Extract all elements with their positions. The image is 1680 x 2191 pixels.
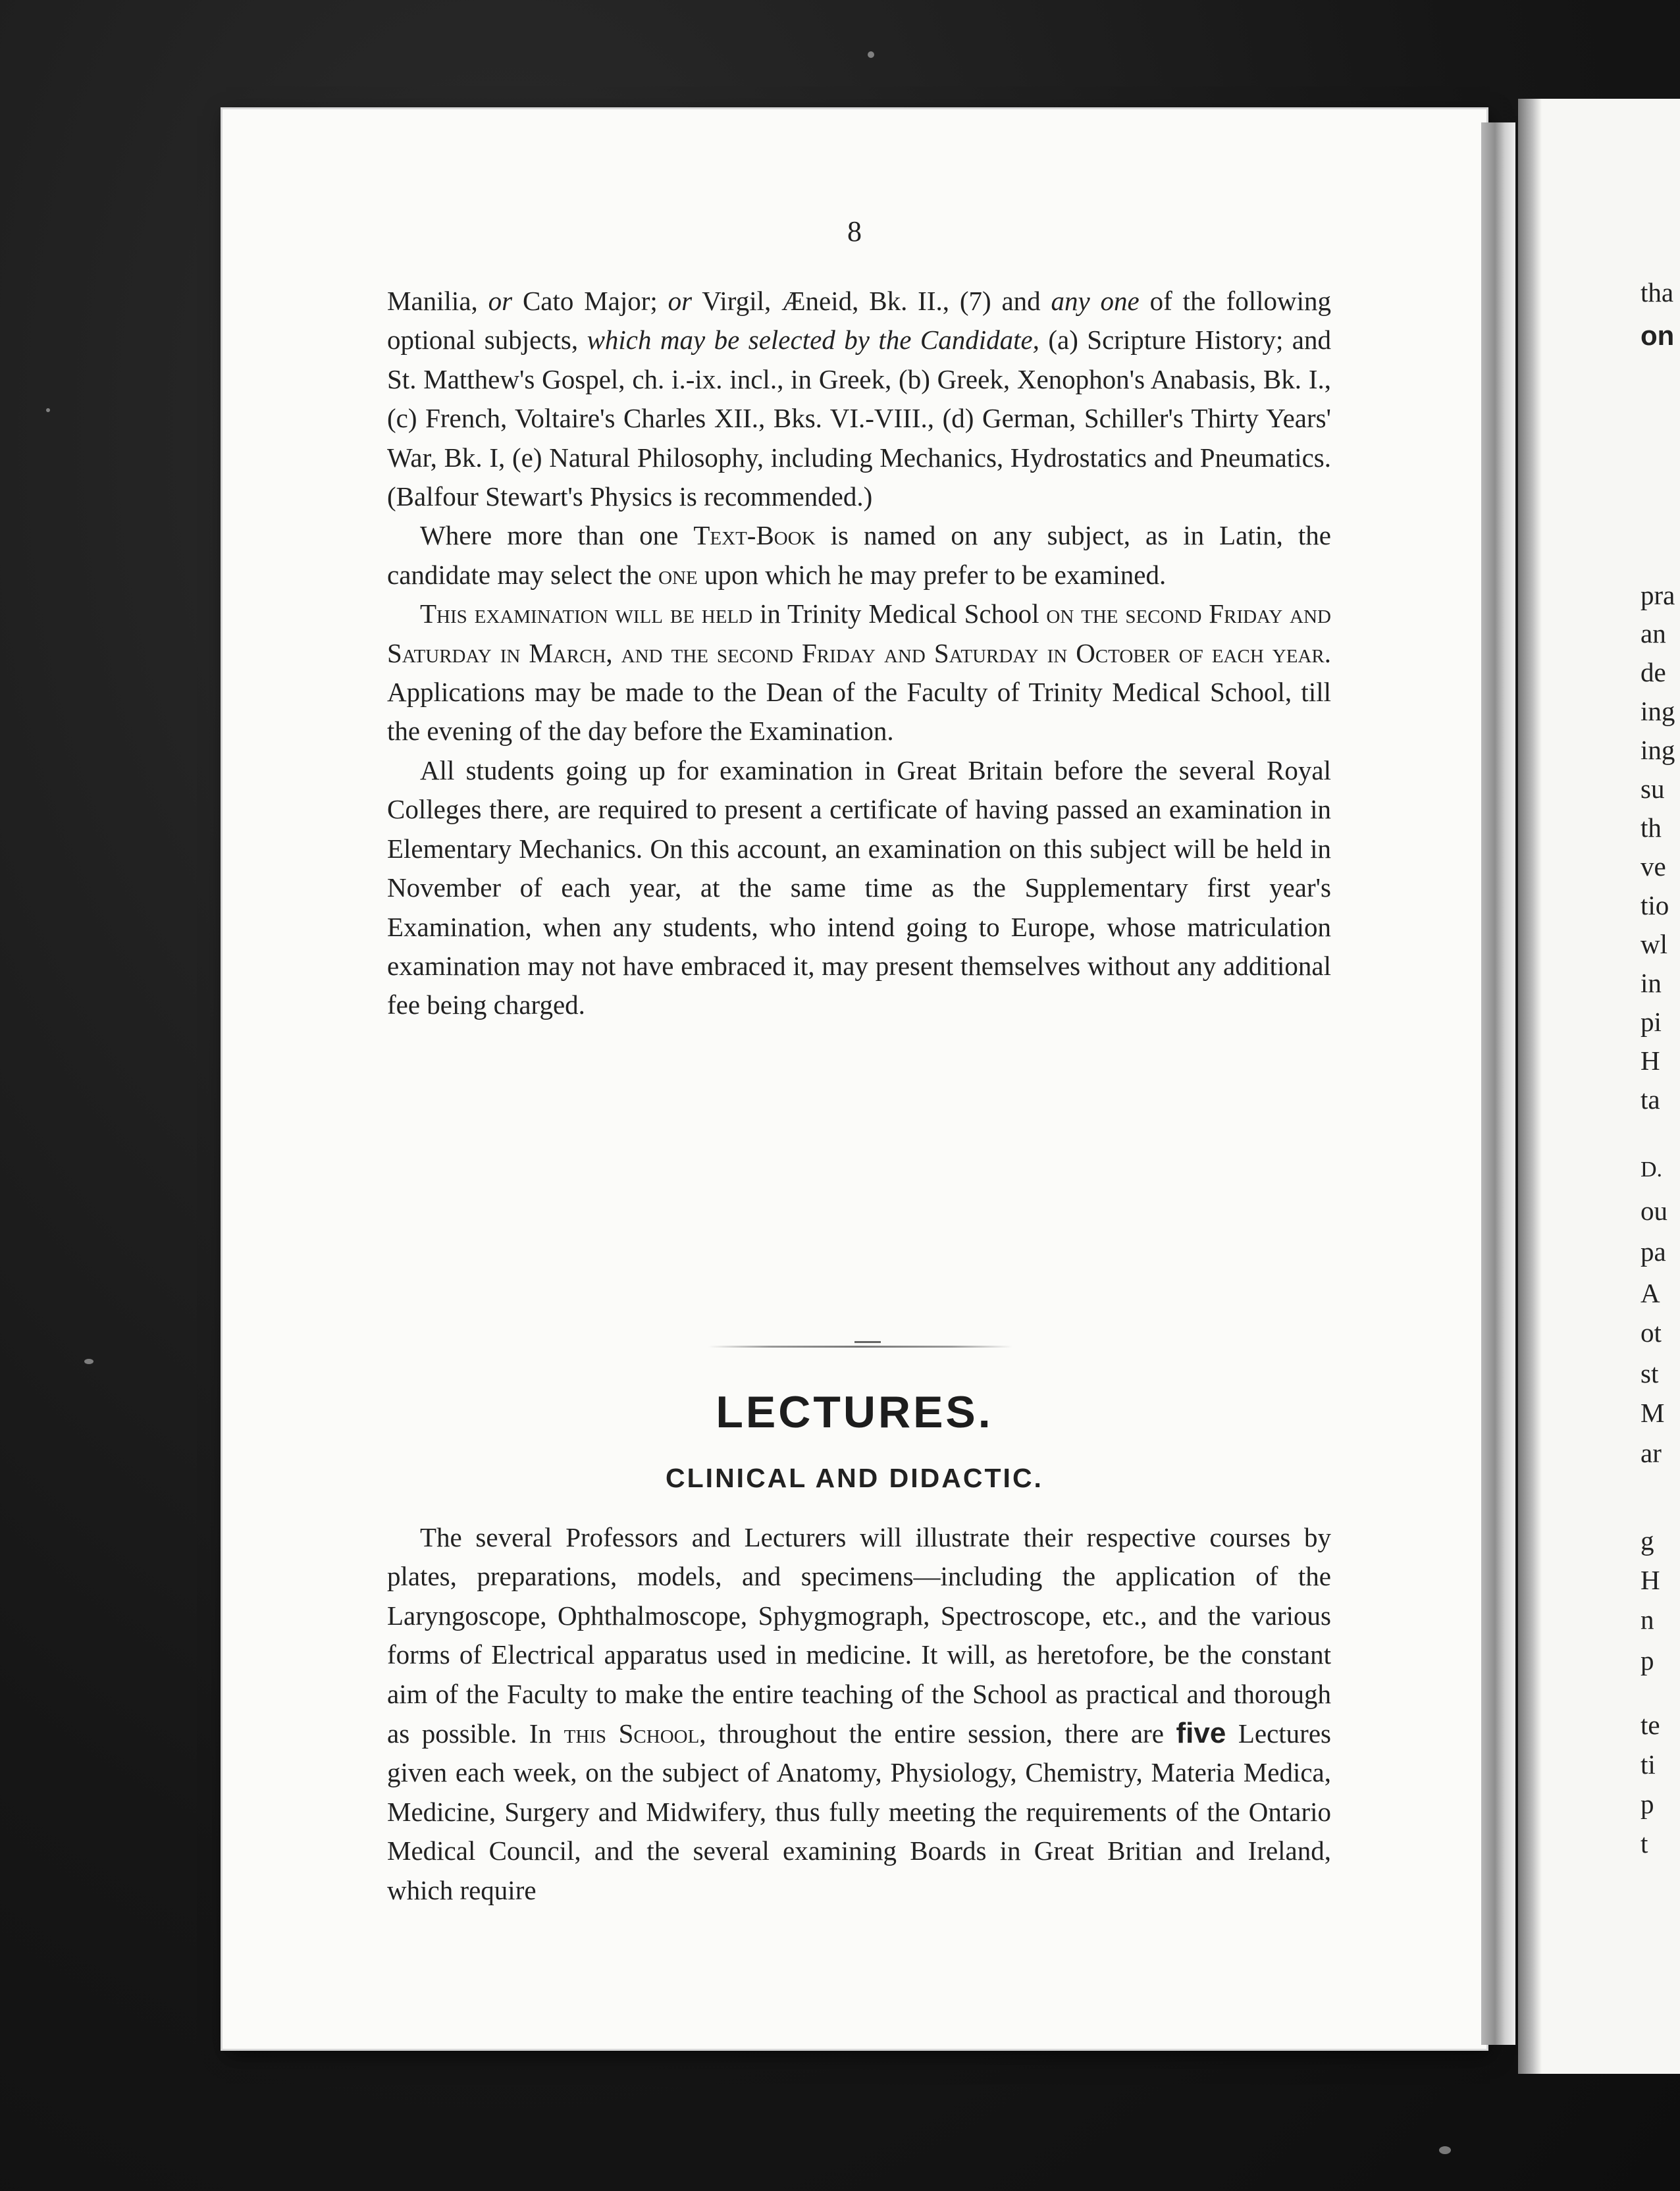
facing-page-fragment: tha: [1641, 277, 1674, 307]
text-run: Manilia,: [387, 286, 488, 316]
text-run-small-caps: Text-Book: [693, 520, 816, 551]
facing-page-fragment: H: [1641, 1565, 1660, 1595]
dust-speck: [868, 51, 874, 58]
section-subheading: CLINICAL AND DIDACTIC.: [666, 1463, 1043, 1493]
facing-page-fragment: an: [1641, 618, 1666, 648]
text-run: Lectures given each week, on the subject of Anatomy, Physiology, Chemistry, Materia Medica, Medicine, Surgery and Midwifery, thus fully meeting the requirements of the Ontario Medical Council, and the several examining Boards in Great Britian and Ireland, which require: [387, 1718, 1331, 1905]
facing-page-fragment: ing: [1641, 696, 1675, 726]
facing-page-fragment: th: [1641, 812, 1662, 843]
text-run-small-caps: This examination will be held: [420, 598, 753, 629]
facing-page-fragment: p: [1641, 1789, 1654, 1819]
facing-page-fragment: te: [1641, 1710, 1660, 1740]
facing-page-fragment: pi: [1641, 1007, 1662, 1037]
paragraph-examination-dates: [387, 594, 1331, 751]
facing-page-fragment: on: [1641, 320, 1675, 351]
facing-page-fragment: n: [1641, 1604, 1654, 1635]
text-run: throughout the entire session, there are: [706, 1718, 1176, 1749]
text-run: of the following optional subjects,: [387, 286, 1331, 356]
facing-page-fragment: ti: [1641, 1749, 1656, 1780]
facing-page-fragment: ot: [1641, 1317, 1662, 1348]
facing-page-fragment: A: [1641, 1278, 1660, 1308]
facing-page-fragment: ar: [1641, 1438, 1662, 1468]
facing-page-fragment: pa: [1641, 1236, 1666, 1267]
facing-page-fragment: p: [1641, 1645, 1654, 1676]
dust-speck: [84, 1359, 93, 1364]
text-run-italic: any one: [1051, 286, 1140, 316]
text-run: Applications may be made to the Dean of the Faculty of Trinity Medical School, till the evening of the day before the Examination.: [387, 677, 1331, 747]
text-run-italic: or: [668, 286, 693, 316]
facing-page-fragment: de: [1641, 657, 1666, 687]
facing-page-fragment: ta: [1641, 1084, 1660, 1115]
dust-speck: [46, 408, 50, 412]
facing-page-fragment: H: [1641, 1045, 1660, 1076]
facing-page-fragment: M: [1641, 1398, 1665, 1428]
text-run: Virgil, Æneid, Bk. II., (7) and: [692, 286, 1051, 316]
page-number: 8: [847, 215, 862, 248]
section-heading: LECTURES.: [716, 1387, 993, 1437]
examination-text: [387, 282, 1331, 1025]
text-run-bold: five: [1176, 1717, 1226, 1750]
paragraph-subjects: [387, 282, 1331, 516]
text-run-italic: which may be selected by the Candidate,: [587, 325, 1039, 356]
text-run: upon which he may prefer to be examined.: [697, 559, 1167, 590]
facing-page-fragment: g: [1641, 1525, 1654, 1556]
facing-page-fragment: ing: [1641, 735, 1675, 765]
text-run-italic: or: [488, 286, 513, 316]
text-run: The several Professors and Lecturers will illustrate their respective courses by plates, preparations, models, and specimens—including the application of the Laryngoscope, Ophthalmoscope, Sphygmograph, Spectroscope, etc., and the various forms of Electrical apparatus used in medicine. It will, as heretofore, be the constant aim of the Faculty to make the entire teaching of the School as practical and thorough as possible. In: [387, 1522, 1331, 1749]
facing-page-fragment: ou: [1641, 1196, 1667, 1226]
paragraph-text-book: [387, 516, 1331, 594]
facing-page-gutter-shadow: [1518, 99, 1542, 2074]
facing-page-fragment: ve: [1641, 851, 1666, 882]
paragraph-lectures: [387, 1518, 1331, 1910]
dust-speck: [1439, 2146, 1451, 2154]
lectures-paragraph: [387, 1518, 1331, 1910]
text-run-small-caps: one: [658, 559, 698, 590]
text-run-small-caps: this School,: [564, 1718, 706, 1749]
document-page: [223, 109, 1486, 2049]
page-gutter-shadow: [1481, 122, 1515, 2045]
section-divider-mark: [854, 1341, 881, 1343]
text-run: (a) Scripture History; and St. Matthew's Gospel, ch. i.-ix. incl., in Greek, (b) Greek, Xenophon's Anabasis, Bk. I., (c) French, Voltaire's Charles XII., Bks. VI.-VIII., (d) German, Schiller's Thirty Years' War, Bk. I, (e) Natural Philosophy, including Mechanics, Hydrostatics and Pneumatics. (Balfour Stewart's Physics is recommended.): [387, 325, 1331, 512]
section-divider: [708, 1346, 1012, 1348]
text-run: Cato Major;: [512, 286, 668, 316]
text-run: is named on any subject, as in Latin, the candidate may select the: [387, 520, 1332, 590]
facing-page-fragment: tio: [1641, 890, 1669, 920]
facing-page-fragment: su: [1641, 774, 1665, 804]
facing-page-fragment: in: [1641, 968, 1662, 998]
text-run: in Trinity Medical School: [752, 598, 1047, 629]
facing-page-fragment: pra: [1641, 580, 1675, 610]
facing-page-fragment: wl: [1641, 929, 1667, 959]
facing-page-fragment: t: [1641, 1828, 1648, 1859]
facing-page-fragment: D.: [1641, 1157, 1663, 1182]
text-run: Where more than one: [420, 520, 694, 551]
paragraph-mechanics: All students going up for examination in Great Britain before the several Royal Colleges there, are required to present a certificate of having passed an examination in Elementary Mechanics. On this account, an examination on this subject will be held in November of each year, at the same time as the Supplementary first year's Examination, when any students, who intend going to Europe, whose matriculation examination may not have embraced it, may present themselves without any additional fee being charged.: [387, 754, 1331, 1020]
text-run-small-caps: on the second Friday and Saturday in March, and the second Friday and Saturday in October of each year.: [387, 598, 1331, 668]
facing-page-fragment: st: [1641, 1358, 1659, 1388]
